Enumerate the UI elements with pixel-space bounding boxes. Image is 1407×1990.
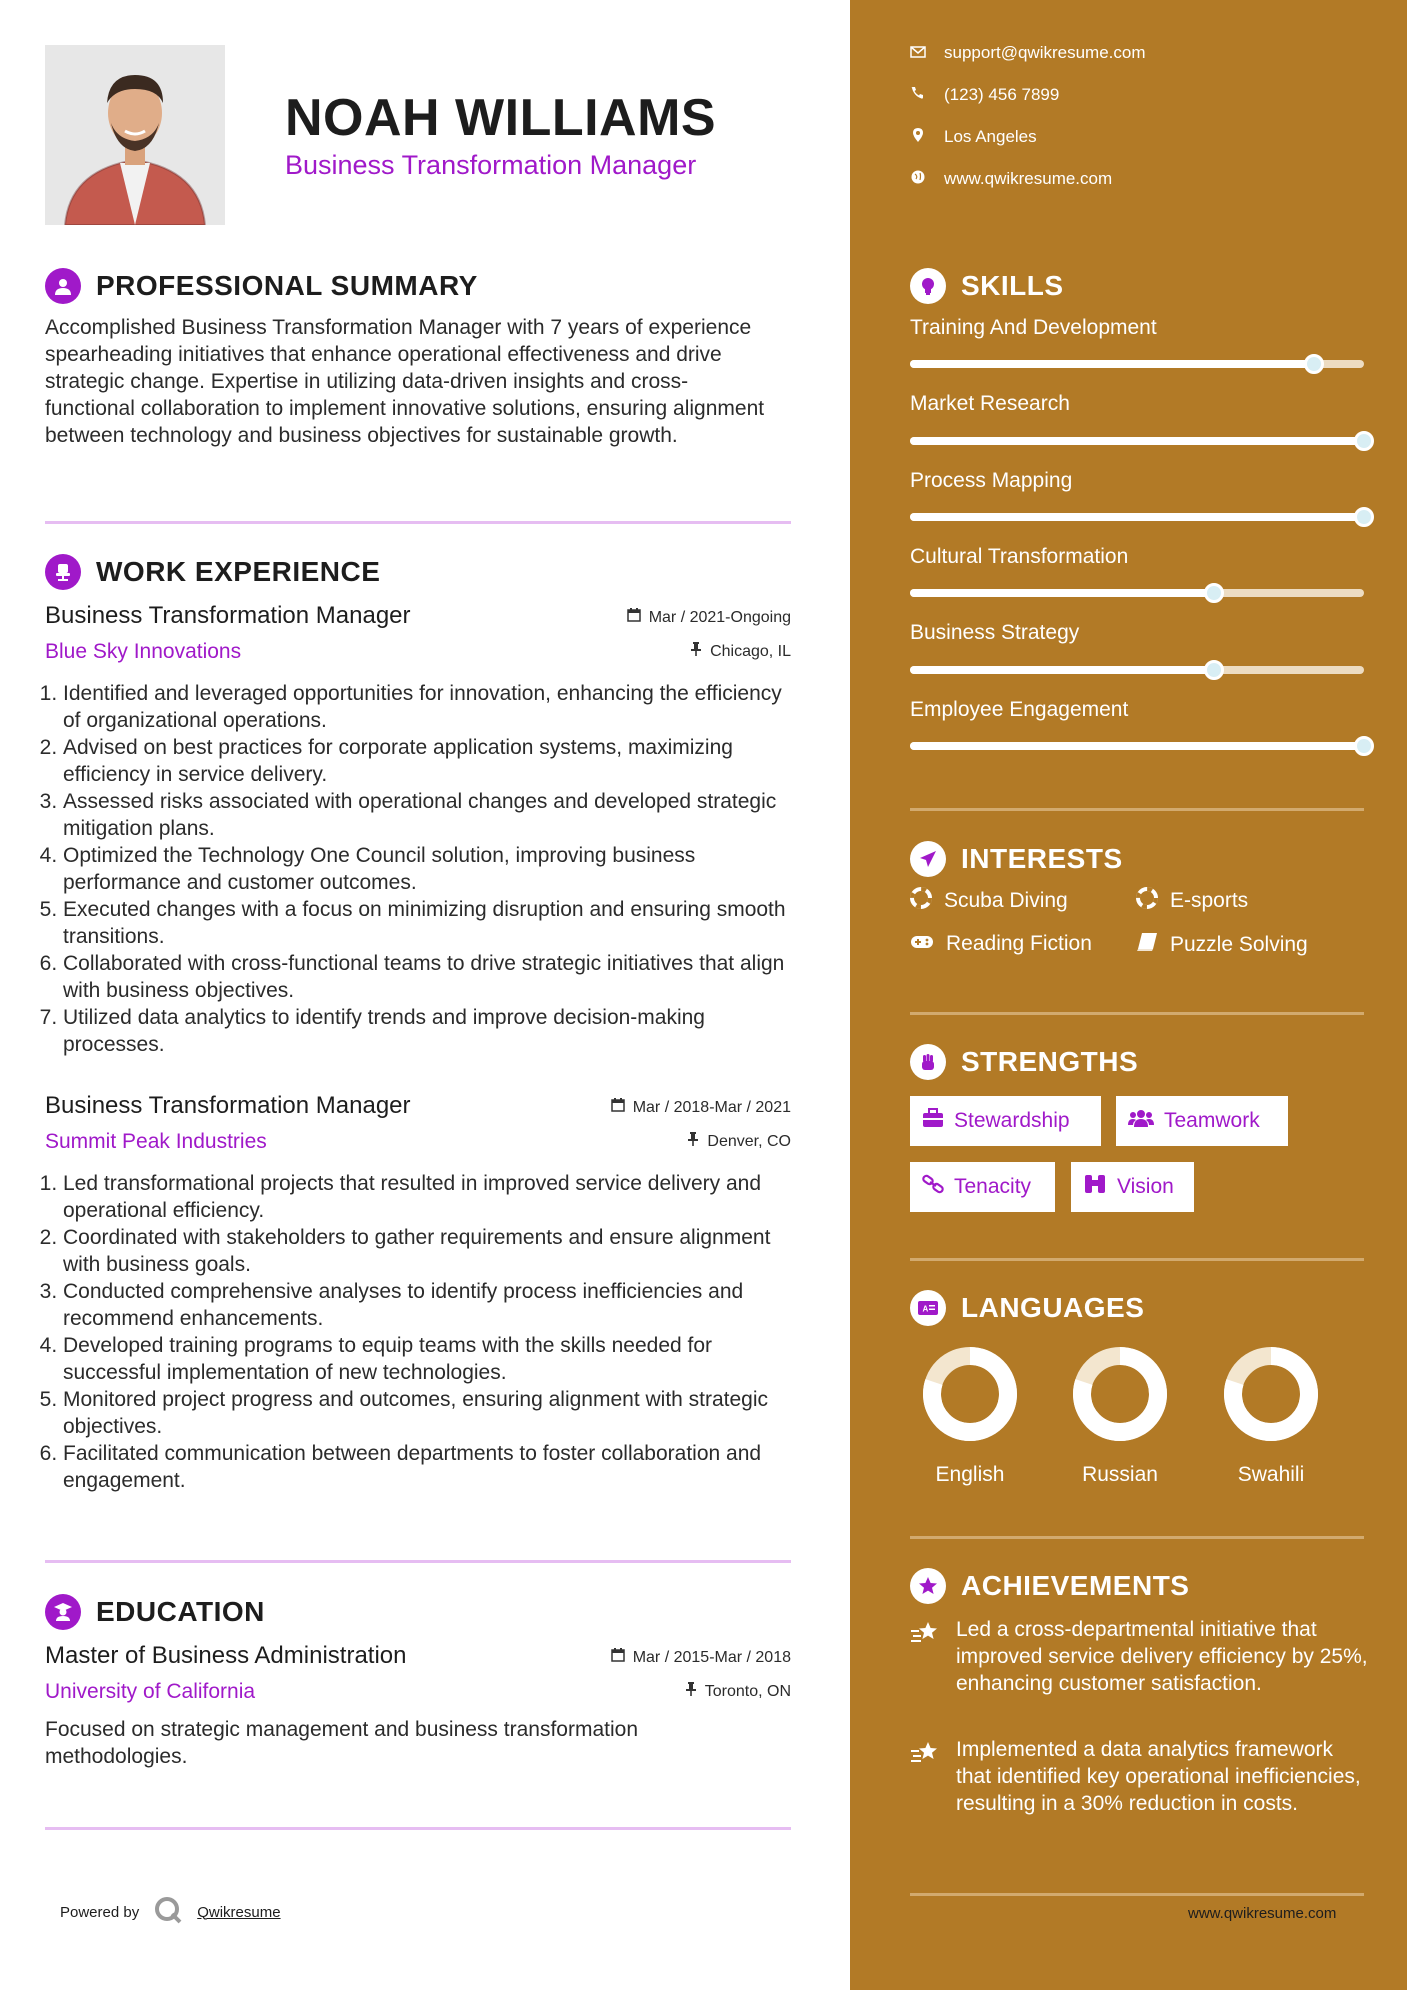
skill-bar-fill bbox=[910, 437, 1364, 445]
divider bbox=[45, 521, 791, 524]
strength-tag bbox=[910, 1162, 1055, 1212]
list-item: 4. Developed training programs to equip teams with the skills needed for successful implementation of new technologies. bbox=[63, 1332, 795, 1386]
skill-bar-fill bbox=[910, 513, 1364, 521]
users-icon bbox=[1128, 1108, 1154, 1134]
achievements-title: ACHIEVEMENTS bbox=[961, 1570, 1190, 1601]
education-location bbox=[685, 1682, 791, 1701]
interest-label: Reading Fiction bbox=[946, 932, 1092, 955]
strength-tag bbox=[910, 1096, 1101, 1146]
list-item: 5. Executed changes with a focus on minimizing disruption and ensuring smooth transitions. bbox=[63, 896, 795, 950]
interest-item bbox=[910, 932, 1092, 956]
pin-icon bbox=[687, 1132, 699, 1151]
achievement-item bbox=[910, 1736, 1370, 1817]
job-location bbox=[687, 1132, 791, 1151]
skill-name: Process Mapping bbox=[910, 469, 1073, 492]
strength-tag bbox=[1116, 1096, 1288, 1146]
interest-item bbox=[1136, 887, 1248, 915]
pin-icon bbox=[685, 1682, 697, 1701]
school: University of California bbox=[45, 1680, 256, 1703]
language-icon bbox=[910, 1290, 946, 1326]
profile-photo bbox=[45, 45, 225, 225]
language-label: Swahili bbox=[1237, 1463, 1305, 1486]
life-ring-icon bbox=[1136, 887, 1158, 915]
strength-tag bbox=[1071, 1162, 1194, 1212]
calendar-icon bbox=[611, 1648, 625, 1667]
list-item: 2. Coordinated with stakeholders to gather requirements and ensure alignment with business goals. bbox=[63, 1224, 795, 1278]
phone-icon bbox=[910, 85, 926, 105]
skill-bar-knob bbox=[1354, 431, 1374, 451]
skill-bar-fill bbox=[910, 742, 1364, 750]
divider bbox=[910, 1012, 1364, 1015]
skill-bar bbox=[910, 666, 1364, 674]
skill-name: Training And Development bbox=[910, 316, 1157, 339]
shooting-star-icon bbox=[910, 1736, 944, 1817]
fist-icon bbox=[910, 1044, 946, 1080]
job-company: Blue Sky Innovations bbox=[45, 640, 242, 663]
skill-name: Employee Engagement bbox=[910, 698, 1129, 721]
skill-bar bbox=[910, 589, 1364, 597]
list-item: 2. Advised on best practices for corporate application systems, maximizing efficiency in service delivery. bbox=[63, 734, 795, 788]
contact-location bbox=[910, 127, 1037, 147]
strength-label: Teamwork bbox=[1164, 1109, 1260, 1132]
job-bullets bbox=[45, 680, 795, 1058]
degree: Master of Business Administration bbox=[45, 1642, 407, 1669]
experience-title: WORK EXPERIENCE bbox=[96, 556, 381, 587]
contact-website-text: www.qwikresume.com bbox=[944, 169, 1113, 188]
interests-title: INTERESTS bbox=[961, 843, 1123, 874]
language-label: English bbox=[935, 1463, 1005, 1486]
svg-text:A: A bbox=[922, 1304, 929, 1314]
list-item: 3. Assessed risks associated with operational changes and developed strategic mitigation plans. bbox=[63, 788, 795, 842]
education-location-text: Toronto, ON bbox=[704, 1682, 791, 1700]
achievements-heading bbox=[910, 1566, 1189, 1606]
qwikresume-logo-icon bbox=[153, 1895, 183, 1929]
language-item bbox=[905, 1344, 1035, 1487]
list-item: 1. Led transformational projects that resulted in improved service delivery and operational efficiency. bbox=[63, 1170, 795, 1224]
skill-bar-knob bbox=[1354, 736, 1374, 756]
divider bbox=[45, 1827, 791, 1830]
education-text: Focused on strategic management and business transformation methodologies. bbox=[45, 1718, 638, 1768]
list-item: 7. Utilized data analytics to identify trends and improve decision-making processes. bbox=[63, 1004, 795, 1058]
strengths-title: STRENGTHS bbox=[961, 1046, 1139, 1077]
shooting-star-icon bbox=[910, 1616, 944, 1697]
interest-label: E-sports bbox=[1170, 889, 1249, 912]
summary-text: Accomplished Business Transformation Manager with 7 years of experience spearheading initiatives that enhance operational effectiveness and drive strategic change. Expertise in utilizing data-driven insights and cross-functional collaboration to implement innovative solutions, ensuring alignment between technology and business objectives for sustainable growth. bbox=[45, 316, 765, 447]
candidate-name: NOAH WILLIAMS bbox=[285, 89, 717, 147]
languages-heading bbox=[910, 1288, 1144, 1328]
map-marker-icon bbox=[910, 127, 926, 147]
contact-location-text: Los Angeles bbox=[944, 127, 1037, 146]
language-ring bbox=[1221, 1344, 1321, 1444]
star-icon bbox=[910, 1568, 946, 1604]
job-location-text: Denver, CO bbox=[707, 1132, 791, 1150]
candidate-title: Business Transformation Manager bbox=[285, 150, 697, 180]
divider bbox=[45, 1560, 791, 1563]
job-location bbox=[690, 642, 791, 661]
skill-bar bbox=[910, 742, 1364, 750]
interests-heading bbox=[910, 839, 1123, 879]
job-date-text: Mar / 2018-Mar / 2021 bbox=[632, 1098, 791, 1116]
skill-name: Business Strategy bbox=[910, 621, 1080, 644]
envelope-icon bbox=[910, 43, 926, 63]
skill-bar bbox=[910, 437, 1364, 445]
skill-name: Market Research bbox=[910, 392, 1070, 415]
experience-heading bbox=[45, 552, 380, 592]
skill-bar-fill bbox=[910, 589, 1214, 597]
job-date-text: Mar / 2021-Ongoing bbox=[648, 608, 791, 626]
contact-phone-text: (123) 456 7899 bbox=[944, 85, 1060, 104]
life-ring-icon bbox=[910, 887, 932, 915]
achievement-text: Implemented a data analytics framework that identified key operational inefficiencies, resulting in a 30% reduction in costs. bbox=[956, 1738, 1361, 1815]
list-item: 6. Collaborated with cross-functional teams to drive strategic initiatives that align with business objectives. bbox=[63, 950, 795, 1004]
list-item: 3. Conducted comprehensive analyses to identify process inefficiencies and recommend enhancements. bbox=[63, 1278, 795, 1332]
divider bbox=[910, 808, 1364, 811]
achievement-text: Led a cross-departmental initiative that improved service delivery efficiency by 25%, enhancing customer satisfaction. bbox=[956, 1618, 1368, 1695]
divider bbox=[910, 1893, 1364, 1896]
language-label: Russian bbox=[1082, 1463, 1158, 1486]
education-title: EDUCATION bbox=[96, 1596, 265, 1627]
strengths-heading bbox=[910, 1042, 1138, 1082]
skill-bar-knob bbox=[1304, 354, 1324, 374]
briefcase-icon bbox=[922, 1108, 944, 1134]
calendar-icon bbox=[627, 608, 641, 627]
contact-website[interactable] bbox=[910, 169, 1112, 189]
job-bullets bbox=[45, 1170, 795, 1494]
language-item bbox=[1055, 1344, 1185, 1487]
skill-bar-fill bbox=[910, 360, 1314, 368]
languages-title: LANGUAGES bbox=[961, 1292, 1145, 1323]
qwikresume-link[interactable]: Qwikresume bbox=[197, 1903, 281, 1921]
footer-website[interactable]: www.qwikresume.com bbox=[1188, 1905, 1337, 1922]
globe-icon bbox=[910, 169, 926, 189]
summary-title: PROFESSIONAL SUMMARY bbox=[96, 270, 478, 301]
interest-item bbox=[910, 887, 1068, 915]
contact-email-text: support@qwikresume.com bbox=[944, 43, 1146, 62]
interest-label: Puzzle Solving bbox=[1170, 933, 1308, 956]
calendar-icon bbox=[611, 1098, 625, 1117]
gamepad-icon bbox=[910, 932, 934, 956]
education-date bbox=[611, 1648, 791, 1667]
summary-heading bbox=[45, 266, 478, 306]
graduate-icon bbox=[45, 1594, 81, 1630]
contact-email[interactable] bbox=[910, 43, 1146, 63]
skills-heading bbox=[910, 266, 1064, 306]
job-company: Summit Peak Industries bbox=[45, 1130, 267, 1153]
divider bbox=[910, 1536, 1364, 1539]
skill-bar-fill bbox=[910, 666, 1214, 674]
binoculars-icon bbox=[1083, 1174, 1107, 1200]
education-heading bbox=[45, 1592, 265, 1632]
strength-label: Tenacity bbox=[954, 1175, 1032, 1198]
job-role: Business Transformation Manager bbox=[45, 602, 411, 629]
list-item: 6. Facilitated communication between departments to foster collaboration and engagement. bbox=[63, 1440, 795, 1494]
interest-label: Scuba Diving bbox=[944, 889, 1068, 912]
list-item: 4. Optimized the Technology One Council solution, improving business performance and customer outcomes. bbox=[63, 842, 795, 896]
education-date-text: Mar / 2015-Mar / 2018 bbox=[632, 1648, 791, 1666]
skill-name: Cultural Transformation bbox=[910, 545, 1129, 568]
strength-label: Stewardship bbox=[954, 1109, 1070, 1132]
user-icon bbox=[45, 268, 81, 304]
list-item: 5. Monitored project progress and outcomes, ensuring alignment with strategic objectives. bbox=[63, 1386, 795, 1440]
office-chair-icon bbox=[45, 554, 81, 590]
job-location-text: Chicago, IL bbox=[710, 642, 791, 660]
powered-by bbox=[60, 1895, 281, 1929]
language-item bbox=[1206, 1344, 1336, 1487]
skill-bar bbox=[910, 513, 1364, 521]
skill-bar-knob bbox=[1354, 507, 1374, 527]
link-icon bbox=[922, 1174, 944, 1200]
strength-label: Vision bbox=[1117, 1175, 1174, 1198]
job-role: Business Transformation Manager bbox=[45, 1092, 411, 1119]
pin-icon bbox=[690, 642, 702, 661]
skills-title: SKILLS bbox=[961, 270, 1064, 301]
job-date bbox=[611, 1098, 791, 1117]
skill-bar bbox=[910, 360, 1364, 368]
language-ring bbox=[920, 1344, 1020, 1444]
job-date bbox=[627, 608, 791, 627]
book-icon bbox=[1136, 932, 1158, 958]
divider bbox=[910, 1258, 1364, 1261]
language-ring bbox=[1070, 1344, 1170, 1444]
powered-by-text: Powered by bbox=[60, 1903, 140, 1921]
interest-item bbox=[1136, 932, 1308, 958]
list-item: 1. Identified and leveraged opportunities for innovation, enhancing the efficiency of organizational operations. bbox=[63, 680, 795, 734]
lightbulb-icon bbox=[910, 268, 946, 304]
contact-phone bbox=[910, 85, 1059, 105]
paper-plane-icon bbox=[910, 841, 946, 877]
achievement-item bbox=[910, 1616, 1370, 1697]
